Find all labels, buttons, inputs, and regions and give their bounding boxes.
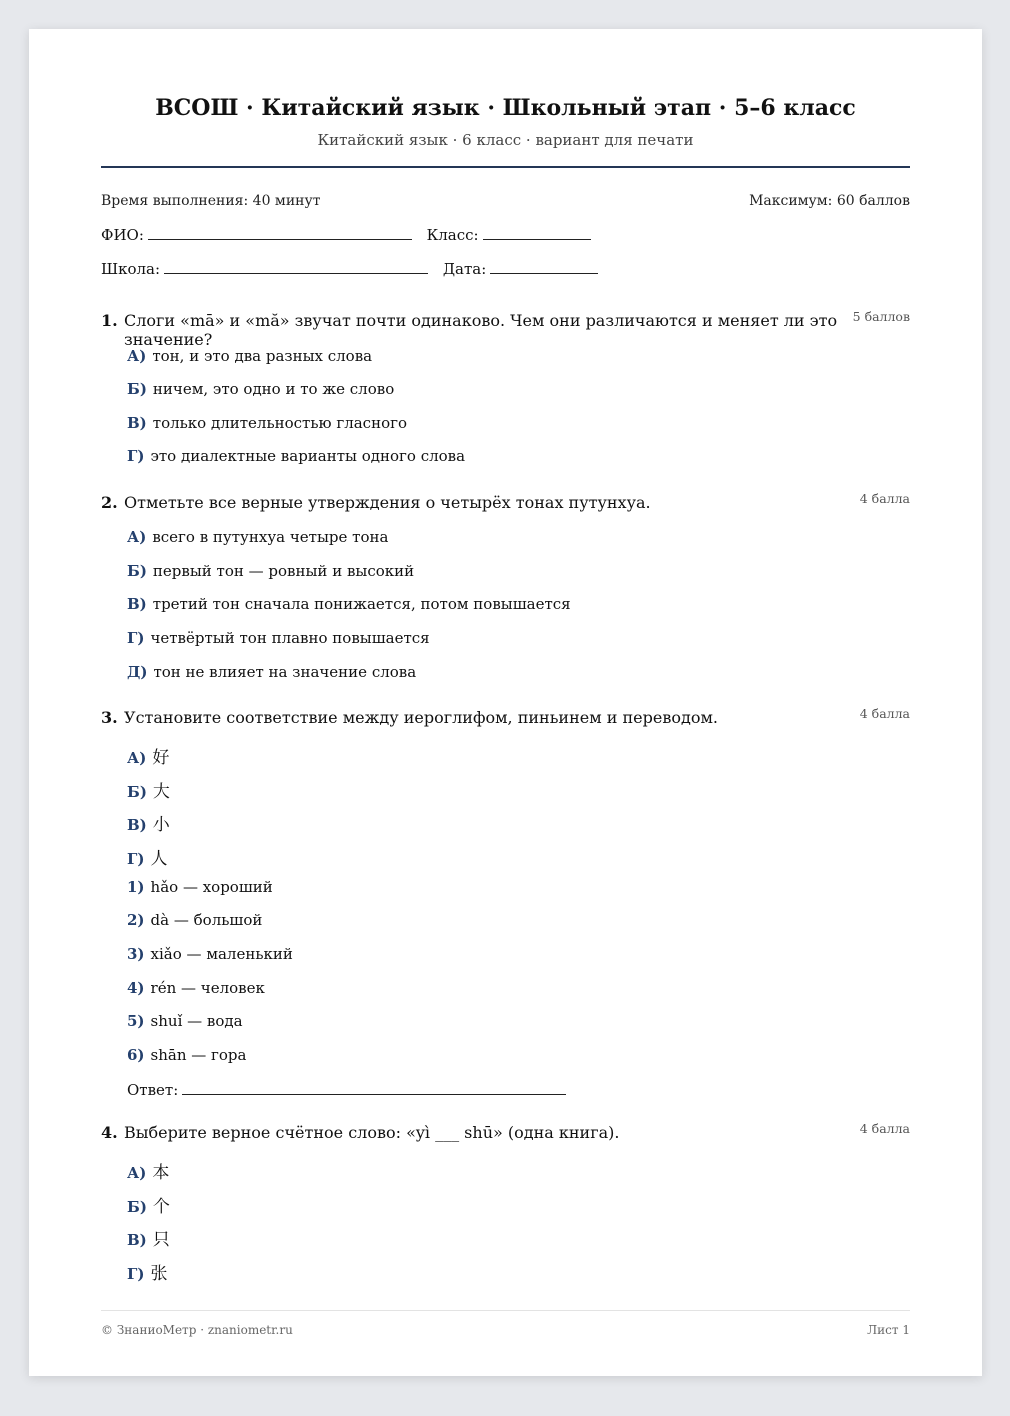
date-label: Дата: (442, 260, 487, 278)
question-points: 4 балла (859, 706, 910, 721)
option-4b[interactable] (127, 1192, 170, 1217)
option-4c[interactable] (127, 1225, 170, 1250)
option-letter: А) (127, 347, 147, 365)
exam-sheet (29, 29, 982, 1376)
answer-row (127, 1080, 566, 1099)
match-2 (127, 911, 262, 929)
time-limit: Время выполнения: 40 минут (101, 193, 321, 209)
option-letter: Г) (127, 1265, 145, 1283)
question-text: Выберите верное счётное слово: «yì ___ shū» (одна книга). (124, 1123, 620, 1142)
match-text: shuǐ — вода (150, 1012, 243, 1030)
question-number: 2. (101, 493, 118, 512)
max-score: Максимум: 60 баллов (749, 193, 910, 209)
fio-field[interactable] (148, 225, 412, 240)
option-letter: А) (127, 528, 147, 546)
option-letter: Г) (127, 629, 145, 647)
footer-page-number: Лист 1 (867, 1323, 910, 1337)
class-field[interactable] (483, 225, 591, 240)
hanzi-text: 大 (152, 782, 170, 802)
date-field[interactable] (490, 259, 598, 274)
option-letter: Б) (127, 380, 147, 398)
question-text: Слоги «mā» и «mă» звучат почти одинаково. Чем они различаются и меняет ли это значение? (124, 311, 838, 349)
school-label: Школа: (101, 260, 161, 278)
hanzi-text: 个 (152, 1197, 170, 1217)
fio-class-row (101, 225, 591, 244)
option-letter: В) (127, 595, 147, 613)
page-subtitle: Китайский язык · 6 класс · вариант для печати (317, 131, 694, 149)
option-text: тон, и это два разных слова (152, 347, 373, 365)
option-2b[interactable] (127, 562, 414, 580)
match-6 (127, 1046, 246, 1064)
option-text: ничем, это одно и то же слово (152, 380, 395, 398)
option-1a[interactable] (127, 347, 372, 365)
option-letter: А) (127, 749, 147, 767)
school-field[interactable] (164, 259, 428, 274)
match-4 (127, 979, 265, 997)
option-letter: В) (127, 816, 147, 834)
page-title: ВСОШ · Китайский язык · Школьный этап · 5–6 класс (155, 95, 856, 121)
hanzi-text: 小 (152, 815, 170, 835)
option-1b[interactable] (127, 380, 394, 398)
footer-divider (101, 1310, 910, 1311)
option-letter: Б) (127, 562, 147, 580)
match-number: 2) (127, 911, 145, 929)
option-text: третий тон сначала понижается, потом повышается (152, 595, 571, 613)
question-text: Установите соответствие между иероглифом, пиньинем и переводом. (124, 708, 718, 727)
option-2a[interactable] (127, 528, 388, 546)
question-points: 5 баллов (852, 309, 910, 324)
option-letter: В) (127, 1231, 147, 1249)
option-text: четвёртый тон плавно повышается (150, 629, 430, 647)
option-1d[interactable] (127, 447, 465, 465)
footer-copyright: © ЗнаниоМетр · znaniometr.ru (101, 1323, 293, 1337)
hanzi-text: 人 (150, 849, 168, 869)
hanzi-text: 好 (152, 748, 170, 768)
option-letter: Г) (127, 447, 145, 465)
option-1c[interactable] (127, 414, 407, 432)
match-number: 3) (127, 945, 145, 963)
hanzi-text: 只 (152, 1230, 170, 1250)
option-3a (127, 743, 169, 768)
school-date-row (101, 259, 598, 278)
option-letter: Б) (127, 783, 147, 801)
header-divider (101, 166, 910, 168)
match-number: 5) (127, 1012, 145, 1030)
match-text: shān — гора (150, 1046, 247, 1064)
option-3c (127, 810, 170, 835)
answer-label: Ответ: (127, 1081, 179, 1099)
option-text: всего в путунхуа четыре тона (152, 528, 389, 546)
option-text: первый тон — ровный и высокий (152, 562, 415, 580)
match-number: 6) (127, 1046, 145, 1064)
match-text: rén — человек (150, 979, 265, 997)
option-letter: Б) (127, 1198, 147, 1216)
hanzi-text: 本 (152, 1163, 170, 1183)
answer-field[interactable] (182, 1080, 566, 1095)
option-text: только длительностью гласного (152, 414, 407, 432)
match-number: 1) (127, 878, 145, 896)
match-5 (127, 1012, 243, 1030)
option-text: это диалектные варианты одного слова (150, 447, 466, 465)
option-3d (127, 844, 167, 869)
option-letter: А) (127, 1164, 147, 1182)
option-2d[interactable] (127, 629, 430, 647)
match-1 (127, 878, 273, 896)
match-text: hǎo — хороший (150, 878, 273, 896)
option-2c[interactable] (127, 595, 571, 613)
option-4d[interactable] (127, 1259, 167, 1284)
class-label: Класс: (426, 226, 479, 244)
option-letter: Д) (127, 663, 148, 681)
option-text: тон не влияет на значение слова (153, 663, 417, 681)
question-points: 4 балла (859, 491, 910, 506)
option-2e[interactable] (127, 663, 416, 681)
option-letter: Г) (127, 850, 145, 868)
match-text: dà — большой (150, 911, 263, 929)
option-4a[interactable] (127, 1158, 169, 1183)
match-text: xiǎo — маленький (150, 945, 293, 963)
match-number: 4) (127, 979, 145, 997)
question-number: 1. (101, 311, 118, 330)
question-number: 4. (101, 1123, 118, 1142)
hanzi-text: 张 (150, 1264, 168, 1284)
question-text: Отметьте все верные утверждения о четырёх тонах путунхуа. (124, 493, 651, 512)
question-points: 4 балла (859, 1121, 910, 1136)
question-number: 3. (101, 708, 118, 727)
fio-label: ФИО: (101, 226, 144, 244)
option-letter: В) (127, 414, 147, 432)
option-3b (127, 777, 170, 802)
match-3 (127, 945, 293, 963)
sheet-content (101, 29, 910, 1376)
